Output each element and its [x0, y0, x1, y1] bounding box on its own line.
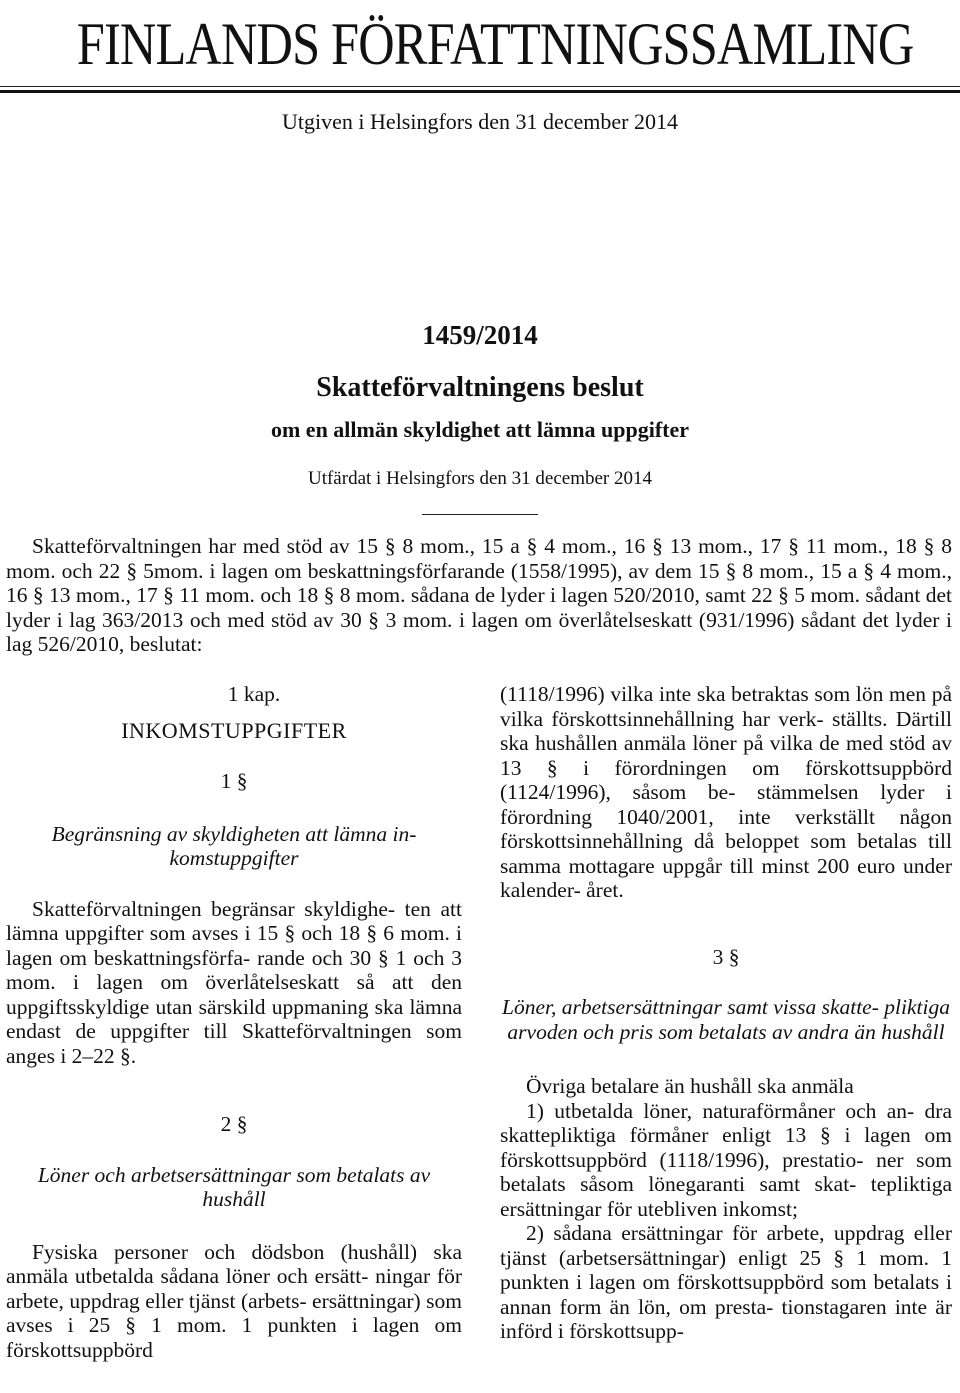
preamble-text: Skatteförvaltningen har med stöd av 15 § 8 mom., 15 a § 4 mom., 16 § 13 mom., 17 § 11 mom., 18 § 8 mom. och 22 § 5mom. i lagen om beskattningsförfarande (1558/1995), av dem 15 § 8 mom., 15 a § 4 mom., 16 § 13 mom., 17 § 11 mom. och 18 § 8 mom. sådana de lyder i lagen 520/2010, samt 22 § 5 mom. sådant det lyder i lag 363/2013 och med stöd av 30 § 3 mom. i lagen om överlåtelseskatt (931/1996) sådant det lyder i lag 526/2010, beslutat: [6, 534, 952, 656]
section-2-text: Fysiska personer och dödsbon (hushåll) ska anmäla utbetalda sådana löner och ersätt- ningar för arbete, uppdrag eller tjänst (arbets- ersättningar) som avses i 25 § 1 mom. 1 punkten i lagen om förskottsuppbörd [6, 1239, 462, 1362]
section-3-intro: Övriga betalare än hushåll ska anmäla [526, 1074, 854, 1098]
section-2-number: 2 § [220, 1112, 248, 1136]
title-divider [422, 514, 538, 515]
left-column [6, 682, 462, 1362]
section-2-rubric: Löner och arbetsersättningar som betalats av hushåll [37, 1162, 431, 1211]
masthead-title: FINLANDS FÖRFATTNINGSSAMLING [76, 11, 914, 77]
section-1-number: 1 § [220, 769, 248, 793]
masthead-rule-thin [0, 86, 960, 87]
chapter-heading: INKOMSTUPPGIFTER [121, 717, 347, 743]
publication-line: Utgiven i Helsingfors den 31 december 2014 [282, 109, 678, 134]
section-3-number: 3 § [712, 944, 740, 969]
section-3-rubric: Löner, arbetsersättningar samt vissa skatte- pliktiga arvoden och pris som betalats av andra än hushåll [502, 995, 950, 1044]
chapter-number: 1 kap. [227, 682, 281, 706]
section-2-continuation: (1118/1996) vilka inte ska betraktas som lön men på vilka förskottsinnehållning har verk- ställts. Därtill ska hushållen anmäla löner på vilka de med stöd av 13 § i förordningen om förskottsuppbörd (1124/1996), såsom be- stämmelsen lyder i förordning 1040/2001, inte verkställt någon förskottsinnehållning då beloppet som betalas till samma mottagare uppgår till minst 200 euro under kalender- året. [500, 682, 952, 902]
document-subtitle: om en allmän skyldighet att lämna uppgifter [270, 417, 690, 442]
section-3-item-2: 2) sådana ersättningar för arbete, uppdrag eller tjänst (arbetsersättningar) enligt 25 § 1 mom. 1 punkten i lagen om förskottsuppbörd som betalats i annan form än lön, om presta- tionstagaren inte är införd i förskottsupp- [500, 1221, 952, 1343]
section-3-item-1: 1) utbetalda löner, naturaförmåner och an- dra skattepliktiga förmåner enligt 13 § i lagen om förskottsuppbörd (1118/1996), prestatio- ner som betalats såsom lönegaranti samt skat- tepliktiga ersättningar för utebliven inkomst; [500, 1098, 952, 1221]
issued-line: Utfärdat i Helsingfors den 31 december 2014 [307, 468, 652, 489]
right-column [500, 682, 952, 1344]
document-number: 1459/2014 [422, 320, 538, 350]
section-1-text: Skatteförvaltningen begränsar skyldighe- ten att lämna uppgifter som avses i 15 § och 18 § 6 mom. i lagen om beskattningsförfa- rande och 30 § 1 och 3 mom. i lagen om överlåtelseskatt så att den uppgiftsskyldige utan särskild uppmaning ska lämna endast de uppgifter till Skatteförvaltningen som anges i 2–22 §. [6, 896, 462, 1068]
section-1-rubric: Begränsning av skyldigheten att lämna in- komstuppgifter [51, 821, 417, 870]
masthead-rule-thick [0, 90, 960, 93]
document-title: Skatteförvaltningens beslut [316, 372, 644, 403]
